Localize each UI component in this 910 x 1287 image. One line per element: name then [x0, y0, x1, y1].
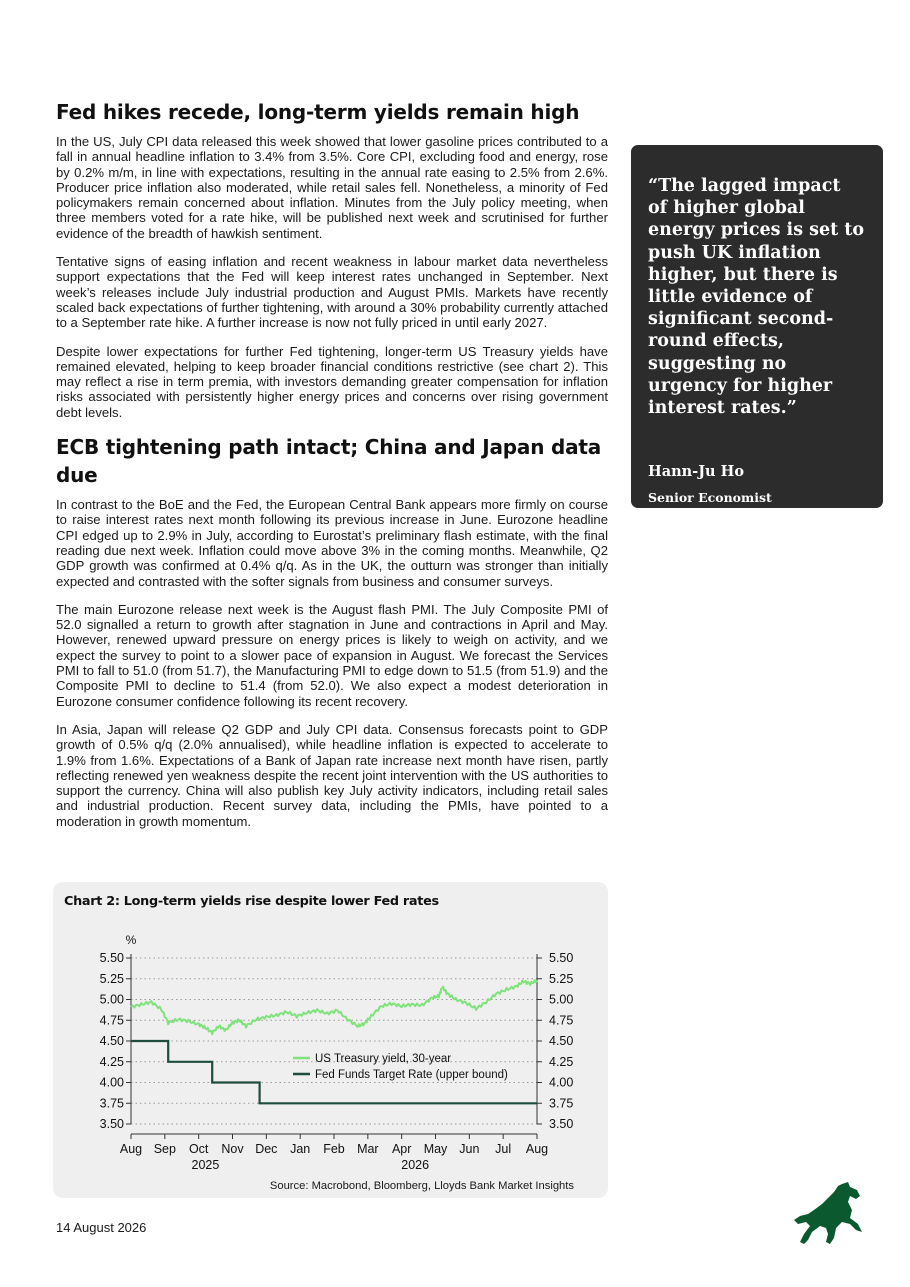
paragraph: Despite lower expectations for further Fed tightening, longer-term US Treasury yields have remained elevated, helping to keep broader financial conditions restrictive (see chart 2). This may reflect a rise in term premia, with investors demanding greater compensation for inflation risks associated with persistently higher energy prices and concerns over rising government debt levels.	[56, 343, 608, 420]
y-tick-label-right: 4.50	[549, 1034, 574, 1048]
section-heading-ecb: ECB tightening path intact; China and Japan data due	[56, 435, 602, 488]
x-tick-label: Sep	[153, 1142, 176, 1156]
paragraph: In Asia, Japan will release Q2 GDP and July CPI data. Consensus forecasts point to GDP growth of 0.5% q/q (2.0% annualised), while headline inflation is expected to accelerate to 1.9% from 1.6%. Expectations of a Bank of Japan rate increase next month have risen, partly reflecting renewed yen weakness despite the recent joint intervention with the US authorities to support the currency. China will also publish key July activity indicators, including retail sales and industrial production. Recent survey data, including the PMIs, have pointed to a moderation in growth momentum.	[56, 721, 608, 829]
x-tick-label: Oct	[188, 1142, 209, 1156]
y-tick-label-left: 3.50	[99, 1117, 124, 1131]
x-tick-label: Jan	[290, 1142, 311, 1156]
black-horse-logo-icon	[790, 1180, 865, 1248]
y-tick-label-left: 4.25	[99, 1054, 124, 1069]
chart-svg	[53, 882, 608, 1198]
y-axis-unit-label: %	[125, 933, 137, 947]
y-tick-label-right: 4.25	[549, 1054, 574, 1069]
paragraph: In the US, July CPI data released this week showed that lower gasoline prices contributed to a fall in annual headline inflation to 3.4% from 3.5%. Core CPI, excluding food and energy, rose by 0.2% m/m, in line with expectations, resulting in the annual rate easing to 2.5% from 2.6%. Producer price inflation also moderated, while retail sales fell. Nonetheless, a minority of Fed policymakers remain concerned about inflation. Minutes from the July policy meeting, when three members voted for a rate hike, will be published next week and scrutinised for further evidence of the breadth of hawkish sentiment.	[56, 134, 608, 241]
footer-date: 14 August 2026	[56, 1220, 147, 1235]
quote-author-name: Hann-Ju Ho	[648, 463, 745, 481]
y-tick-label-right: 4.75	[549, 1013, 574, 1028]
y-tick-label-right: 3.50	[549, 1117, 574, 1131]
legend-label-treasury: US Treasury yield, 30-year	[315, 1053, 452, 1065]
x-tick-label: Jun	[459, 1142, 480, 1156]
y-tick-label-left: 4.00	[99, 1075, 124, 1090]
x-year-label: 2026	[401, 1158, 430, 1172]
y-tick-label-right: 5.50	[549, 951, 574, 965]
y-tick-label-left: 4.75	[99, 1013, 124, 1028]
paragraph: The main Eurozone release next week is the August flash PMI. The July Composite PMI of 52.0 signalled a return to growth after stagnation in June and contractions in April and May. However, renewed upward pressure on energy prices is likely to weigh on activity, and we expect the survey to point to a slower pace of expansion in August. We forecast the Services PMI to fall to 51.0 (from 51.7), the Manufacturing PMI to edge down to 51.5 (from 51.9) and the Composite PMI to decline to 51.4 (from 52.0). We also expect a modest deterioration in Eurozone consumer confidence following its recent recovery.	[56, 601, 608, 709]
paragraph: In contrast to the BoE and the Fed, the European Central Bank appears more firmly on course to raise interest rates next month following its previous increase in June. Eurozone headline CPI edged up to 2.9% in July, according to Eurostat’s preliminary flash estimate, with the final reading due next week. Inflation could move above 3% in the coming months. Meanwhile, Q2 GDP growth was confirmed at 0.4% q/q. As in the UK, the outturn was stronger than initially expected and contrasted with the softer signals from business and consumer surveys.	[56, 497, 608, 589]
chart-panel	[53, 882, 608, 1198]
x-tick-label: Aug	[119, 1142, 143, 1156]
y-tick-label-left: 4.50	[99, 1034, 124, 1048]
y-tick-label-left: 3.75	[99, 1096, 124, 1111]
x-tick-label: Mar	[357, 1142, 379, 1156]
pull-quote-text: “The lagged impact of higher global energy prices is set to push UK inflation higher, but there is little evidence of significant second-round effects, suggesting no urgency for higher interest rates.”	[648, 176, 865, 419]
x-tick-label: Feb	[323, 1142, 345, 1156]
y-tick-label-right: 5.25	[549, 971, 574, 986]
y-tick-label-left: 5.25	[99, 971, 124, 986]
pull-quote-box	[631, 145, 883, 523]
x-year-label: 2025	[191, 1158, 220, 1172]
quote-author-org: Lloyds Market Insights	[648, 507, 810, 523]
x-tick-label: Jul	[495, 1142, 512, 1156]
y-tick-label-left: 5.50	[99, 951, 124, 965]
quote-author-role: Senior Economist	[648, 490, 772, 506]
paragraph: Tentative signs of easing inflation and recent weakness in labour market data nevertheless support expectations that the Fed will keep interest rates unchanged in September. Next week’s releases include July industrial production and August PMIs. Markets have recently scaled back expectations of further tightening, with around a 30% probability currently attached to a September rate hike. A further increase is now not fully priced in until early 2027.	[56, 254, 608, 331]
series-line-us-treasury-30y	[131, 980, 537, 1034]
chart-source: Source: Macrobond, Bloomberg, Lloyds Bank Market Insights	[269, 1180, 574, 1192]
x-tick-label: May	[423, 1142, 448, 1156]
chart-title: Chart 2: Long-term yields rise despite lower Fed rates	[64, 894, 439, 909]
y-tick-label-left: 5.00	[99, 992, 124, 1007]
legend-label-fed: Fed Funds Target Rate (upper bound)	[315, 1069, 508, 1081]
y-tick-label-right: 3.75	[549, 1096, 574, 1111]
x-tick-label: Dec	[255, 1142, 278, 1156]
y-tick-label-right: 5.00	[549, 992, 574, 1007]
article-body	[56, 98, 608, 842]
x-tick-label: Nov	[221, 1142, 244, 1156]
x-tick-label: Aug	[525, 1142, 549, 1156]
x-tick-label: Apr	[391, 1142, 412, 1156]
y-tick-label-right: 4.00	[549, 1075, 574, 1090]
section-heading-fed: Fed hikes recede, long-term yields remain high	[56, 100, 580, 124]
